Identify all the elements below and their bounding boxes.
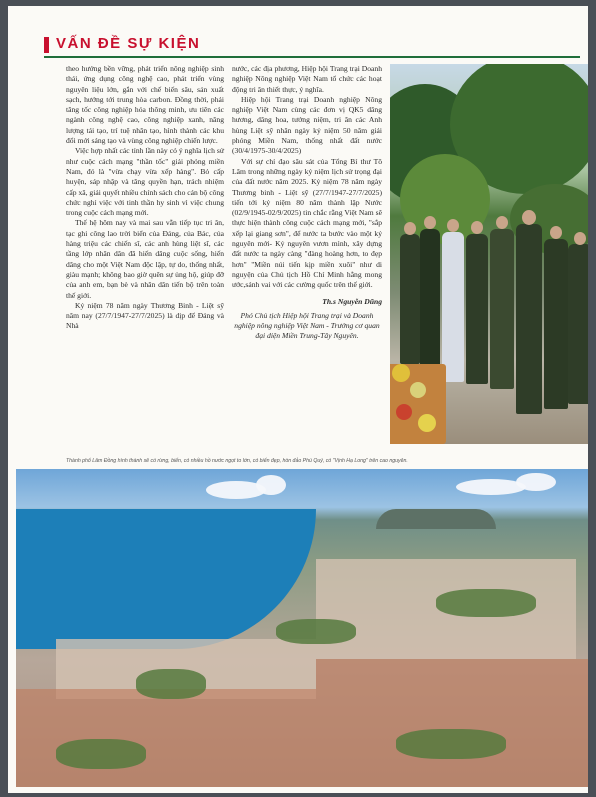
paragraph: Với sự chỉ đạo sâu sát của Tổng Bí thư Tô Lâm trong những ngày kỷ niệm lịch sử trọng đại của đất nước năm 2025. Kỷ niệm 78 năm ngày Thương binh - Liệt sỹ (27/7/1947-27/7/2025) tiến tới kỷ niệm 80 năm thành lập Nước (02/9/1945-02/9/2025) tin chắc rằng Việt Nam sẽ thực hiện thành công cuộc cách mạng mới, "sắp xếp lại giang sơn", để nước ta bước vào một kỷ nguyên mới- Kỷ nguyên vươn mình, xây dựng đất nước ta ngày càng "đàng hoàng hơn, to đẹp hơn" "Miền núi tiến kịp miền xuôi" như di nguyện của Chủ tịch Hồ Chí Minh hằng mong ước,sánh vai với các cường quốc trên thế giới. bbox=[232, 156, 382, 290]
sea bbox=[16, 509, 316, 649]
paragraph: Việc hợp nhất các tỉnh lần này có ý nghĩa lịch sử như cuộc cách mạng "thần tốc" giải phóng miền Nam, đó là "vừa chạy vừa xếp hàng". Bỏ cấp huyện, sáp nhập và tăng quyền hạn, trách nhiệm cấp xã, giải quyết nhiều chính sách cho cán bộ công chức nghỉ việc với tinh thần hy sinh vì việc chung trong cuộc cách mạng mới. bbox=[66, 146, 224, 218]
article-column-1 bbox=[66, 64, 224, 332]
section-title: VẤN ĐỀ SỰ KIỆN bbox=[56, 35, 201, 52]
paragraph: Hiệp hội Trang trại Doanh nghiệp Nông nghiệp Việt Nam cùng các đơn vị QK5 dâng hương, dâng hoa, tưởng niệm, tri ân các Anh hùng Liệt sỹ nhân ngày kỷ niệm 50 năm giải phóng Miền Nam, thống nhất đất nước (30/4/1975-30/4/2025) bbox=[232, 94, 382, 156]
photo-caption: Thành phố Lâm Đồng hình thành sẽ có rừng, biển, có nhiều hồ nước ngọt to lớn, có biển đẹp, hòn đảo Phú Quý, có "Vịnh Hạ Long" trên cao nguyên. bbox=[66, 458, 408, 464]
author-name: Th.s Nguyễn Dũng bbox=[322, 296, 382, 306]
ceremony-photo bbox=[390, 64, 588, 444]
article-column-2 bbox=[232, 64, 382, 342]
paragraph: Kỷ niệm 78 năm ngày Thương Binh - Liệt sỹ năm nay (27/7/1947-27/7/2025) là dịp để Đảng và Nhà bbox=[66, 300, 224, 331]
aerial-city-photo bbox=[16, 469, 588, 787]
magazine-page bbox=[8, 6, 588, 793]
paragraph: theo hướng bền vững, phát triển nông nghiệp sinh thái, ứng dụng công nghệ cao, phát triển vùng nguyên liệu lớn, gắn với chế biến sâu, sản xuất sạch, hướng tới trung hòa carbon. Đồng thời, phải tăng tốc công nghiệp hóa thông minh, ưu tiên các ngành công nghệ cao, công nghiệp xanh, năng lượng tái tạo, trí tuệ nhân tạo, hình thành các khu đổi mới sáng tạo và vùng công nghiệp chiến lược. bbox=[66, 64, 224, 146]
header-rule bbox=[44, 56, 580, 58]
author-title: Phó Chủ tịch Hiệp hội Trang trại và Doanh nghiệp nông nghiệp Việt Nam - Trưởng cơ quan đại diện Miền Trung-Tây Nguyên. bbox=[234, 310, 380, 341]
paragraph: Thế hệ hôm nay và mai sau vẫn tiếp tục tri ân, tạc ghi công lao trời biển của Đảng, của Bác, của hàng triệu các chiến sĩ, các anh hùng liệt sĩ, các tầng lớp nhân dân đã hiến dâng cuộc sống, hiến dâng cho một Việt Nam độc lập, tự do, thống nhất, giàu mạnh; không bao giờ quên sự ủng hộ, giúp đỡ của anh em, bạn bè và nhân dân tiến bộ trên toàn thế giới. bbox=[66, 218, 224, 300]
paragraph: nước, các địa phương, Hiệp hội Trang trại Doanh nghiệp Nông nghiệp Việt Nam tổ chức các hoạt động tri ân thiết thực, ý nghĩa. bbox=[232, 64, 382, 94]
section-marker bbox=[44, 37, 49, 53]
section-header bbox=[44, 34, 580, 60]
